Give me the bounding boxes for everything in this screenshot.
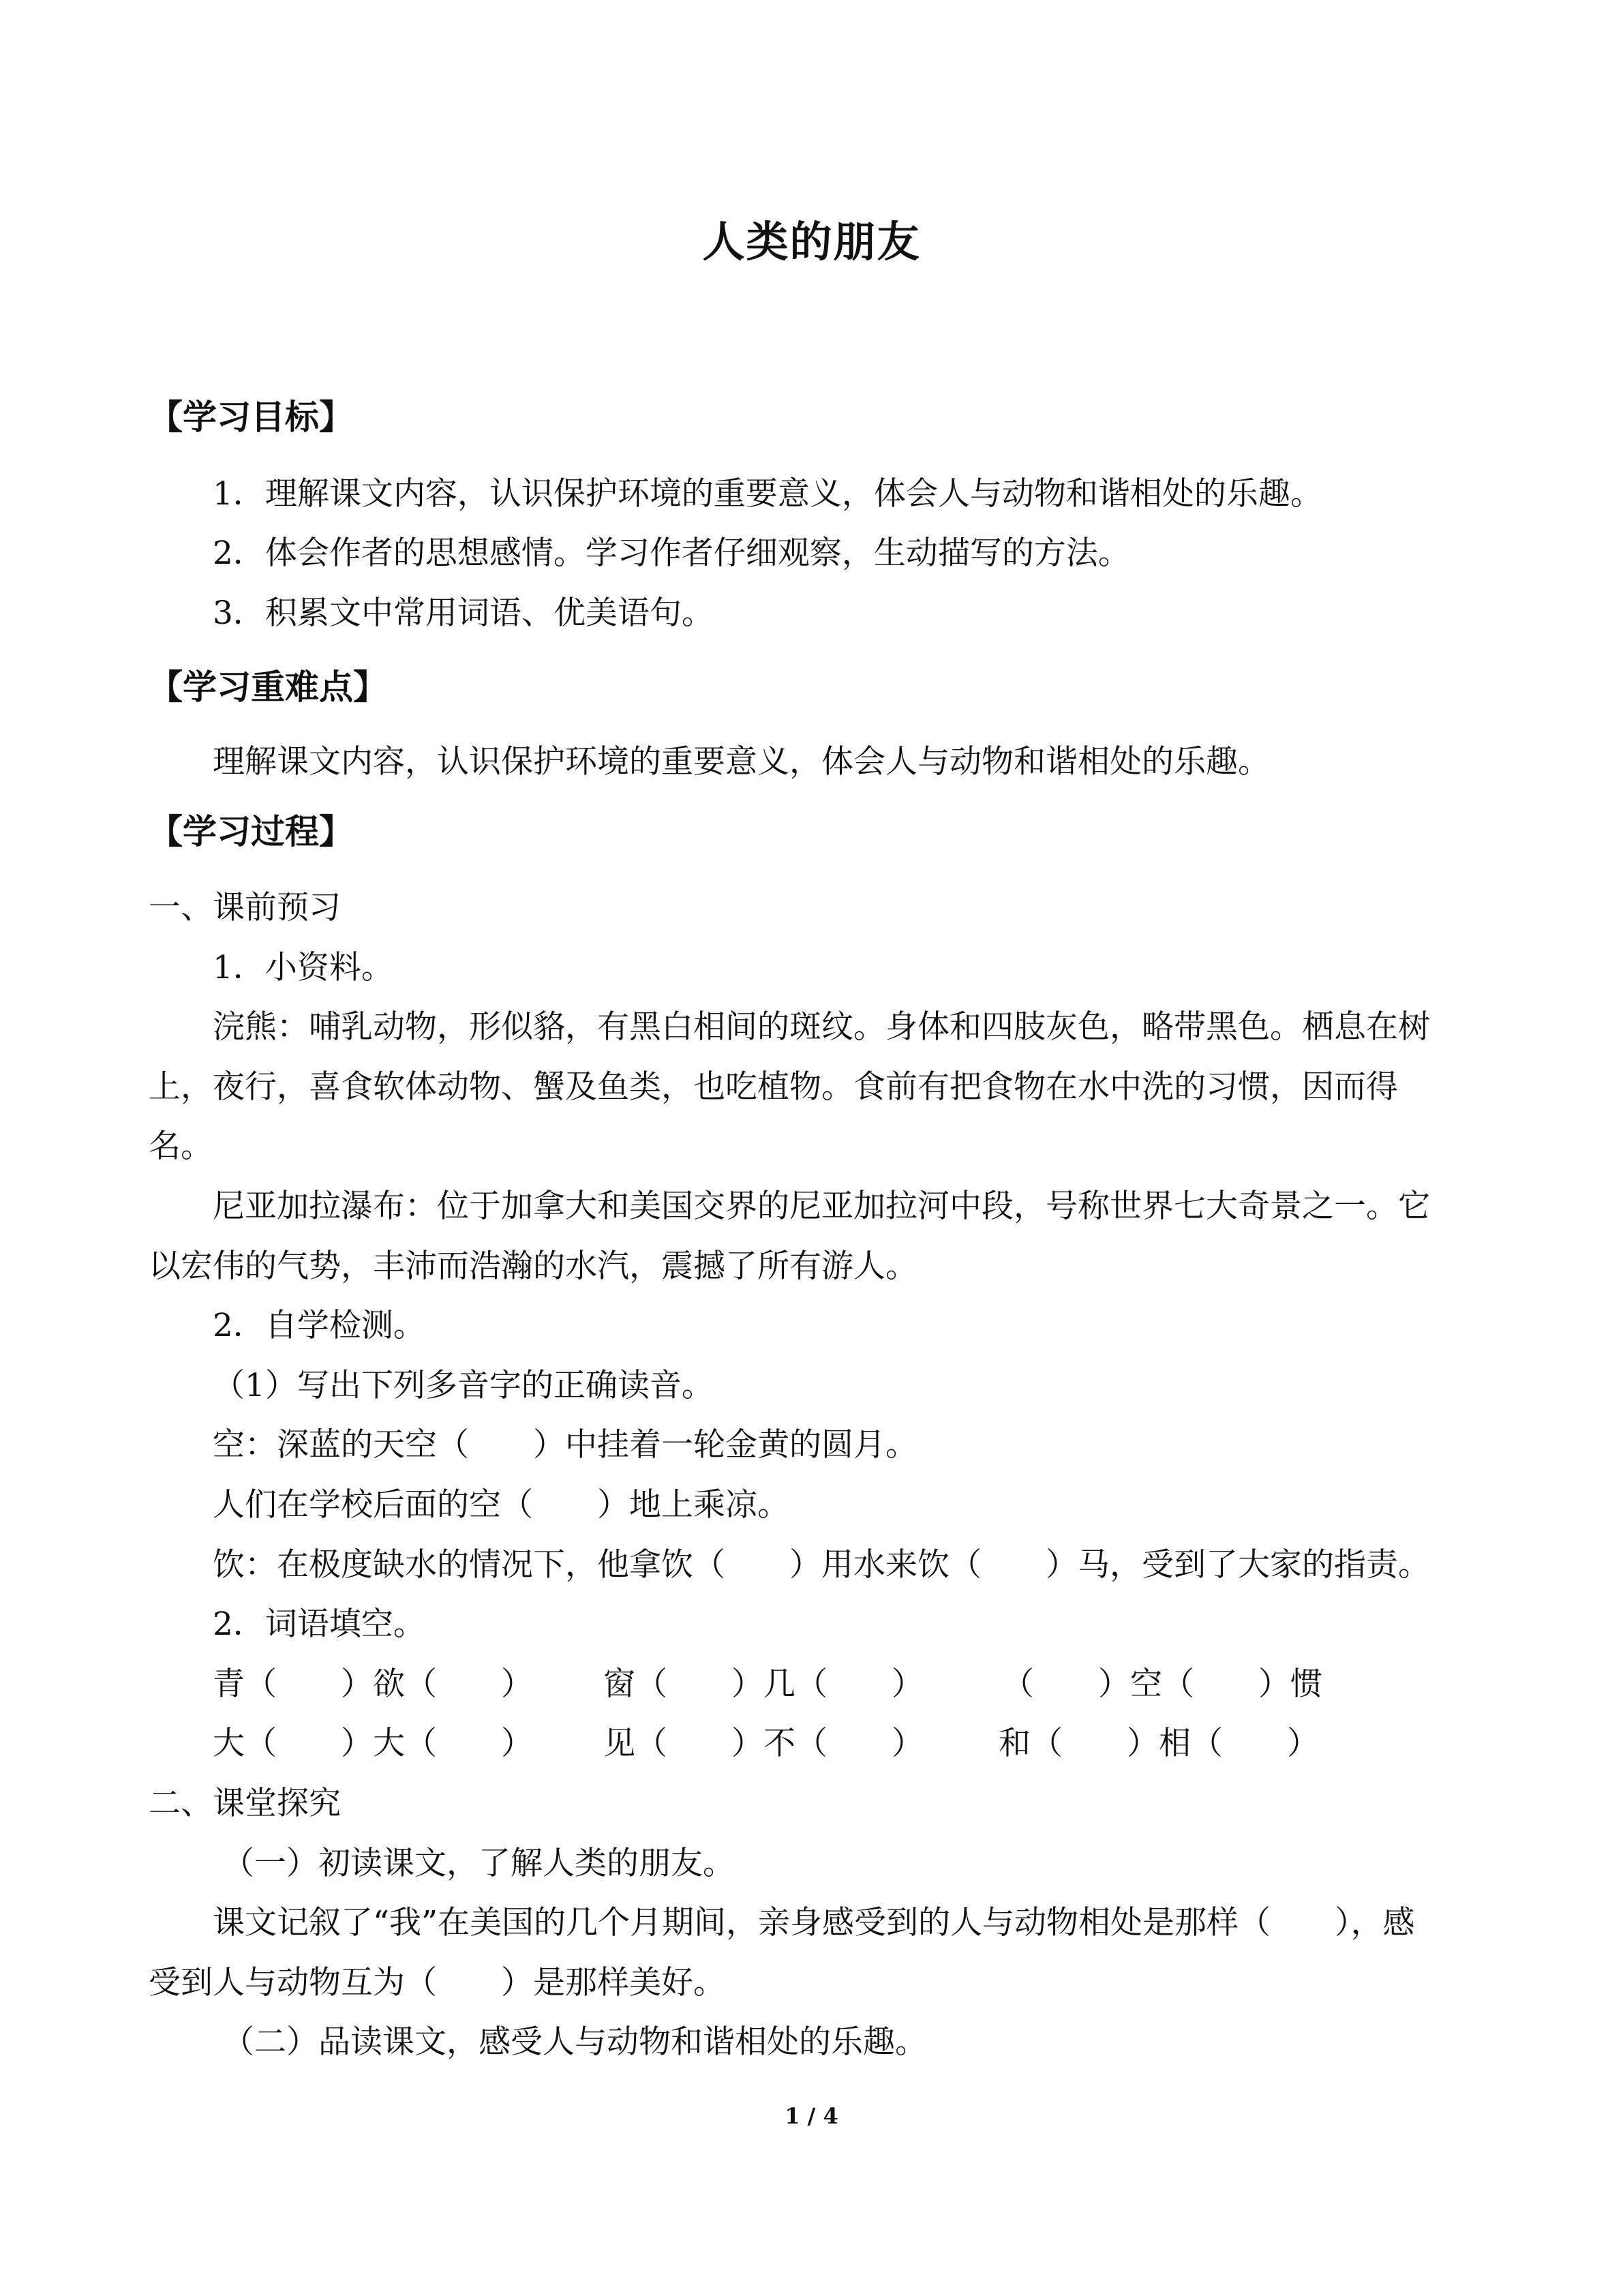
item-materials: 1．小资料。 bbox=[213, 949, 393, 986]
heading-key-points: 【学习重难点】 bbox=[149, 667, 387, 707]
fill-row-1-col-2: 窗（ ）几（ ） bbox=[603, 1665, 924, 1703]
explore-part-1-line-1: 课文记叙了“我”在美国的几个月期间，亲身感受到的人与动物相处是那样（ ），感 bbox=[213, 1904, 1415, 1942]
raccoon-line-3: 名。 bbox=[149, 1128, 213, 1165]
polyphone-kong-line-2: 人们在学校后面的空（ ）地上乘凉。 bbox=[213, 1486, 789, 1524]
sub-item-polyphone: （1）写出下列多音字的正确读音。 bbox=[213, 1367, 714, 1404]
page-number: 1 / 4 bbox=[785, 2103, 838, 2129]
explore-part-1-line-2: 受到人与动物互为（ ）是那样美好。 bbox=[149, 1964, 725, 2002]
fill-row-2-col-2: 见（ ）不（ ） bbox=[603, 1725, 924, 1762]
heading-learning-process: 【学习过程】 bbox=[149, 812, 353, 851]
niagara-line-1: 尼亚加拉瀑布：位于加拿大和美国交界的尼亚加拉河中段，号称世界七大奇景之一。它 bbox=[213, 1188, 1430, 1225]
polyphone-kong-line-1: 空：深蓝的天空（ ）中挂着一轮金黄的圆月。 bbox=[213, 1426, 917, 1464]
goal-item-3: 3．积累文中常用词语、优美语句。 bbox=[213, 594, 714, 632]
fill-row-2-col-3: 和（ ）相（ ） bbox=[999, 1725, 1319, 1762]
explore-part-1: （一）初读课文，了解人类的朋友。 bbox=[222, 1845, 735, 1882]
item-self-test: 2．自学检测。 bbox=[213, 1307, 425, 1344]
goal-item-2: 2．体会作者的思想感情。学习作者仔细观察，生动描写的方法。 bbox=[213, 534, 1130, 572]
explore-part-2: （二）品读课文，感受人与动物和谐相处的乐趣。 bbox=[222, 2023, 927, 2061]
raccoon-line-2: 上，夜行，喜食软体动物、蟹及鱼类，也吃植物。食前有把食物在水中洗的习惯，因而得 bbox=[149, 1068, 1398, 1106]
polyphone-yin-line-1: 饮：在极度缺水的情况下，他拿饮（ ）用水来饮（ ）马，受到了大家的指责。 bbox=[213, 1546, 1430, 1584]
heading-learning-goals: 【学习目标】 bbox=[149, 397, 353, 437]
fill-row-2-col-1: 大（ ）大（ ） bbox=[213, 1725, 533, 1762]
document-title: 人类的朋友 bbox=[702, 217, 921, 267]
section-classroom-explore: 二、课堂探究 bbox=[149, 1785, 341, 1822]
item-word-fill: 2．词语填空。 bbox=[213, 1605, 425, 1643]
raccoon-line-1: 浣熊：哺乳动物，形似貉，有黑白相间的斑纹。身体和四肢灰色，略带黑色。栖息在树 bbox=[213, 1008, 1430, 1046]
section-preview: 一、课前预习 bbox=[149, 889, 341, 926]
goal-item-1: 1．理解课文内容，认识保护环境的重要意义，体会人与动物和谐相处的乐趣。 bbox=[213, 475, 1322, 513]
key-point-text: 理解课文内容，认识保护环境的重要意义，体会人与动物和谐相处的乐趣。 bbox=[213, 743, 1270, 781]
niagara-line-2: 以宏伟的气势，丰沛而浩瀚的水汽，震撼了所有游人。 bbox=[149, 1248, 917, 1285]
fill-row-1-col-1: 青（ ）欲（ ） bbox=[213, 1665, 533, 1703]
fill-row-1-col-3: （ ）空（ ）惯 bbox=[1002, 1665, 1322, 1703]
